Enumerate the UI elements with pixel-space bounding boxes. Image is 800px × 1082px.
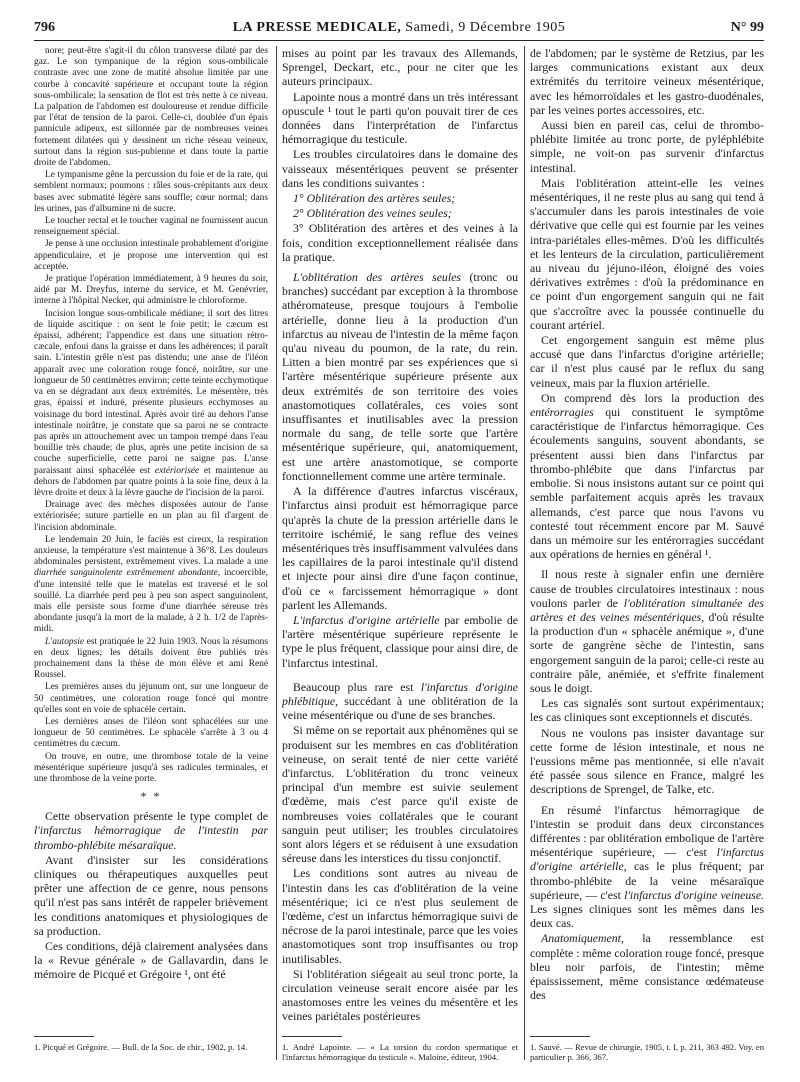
footnote-rule — [530, 1036, 590, 1037]
column-3 — [530, 46, 765, 1063]
paragraph: Lapointe nous a montré dans un très intéressant opuscule ¹ tout le parti qu'on pouvait tirer de ces données dans l'interprétation de l'infarctus hémorragique du testicule. — [282, 89, 518, 147]
paragraph: Les cas signalés sont surtout expérimentaux; les cas cliniques sont exceptionnels et discutés. — [530, 696, 764, 725]
paragraph — [530, 567, 764, 695]
header-rule — [34, 40, 764, 41]
paragraph: mises au point par les travaux des Allemands, Sprengel, Deckart, etc., pour ne citer que les auteurs principaux. — [282, 46, 518, 89]
text-run: par embolie de l'artère mésentérique supérieure représente le type le plus fréquent, classique pour ainsi dire, de l'infarctus intestinal. — [282, 612, 518, 670]
issue-number: N° 99 — [730, 20, 764, 35]
column-2 — [282, 46, 519, 1063]
paragraph — [282, 613, 518, 670]
text-run: Le lendemain 20 Juin, le faciès est cireux, la respiration anxieuse, la température s'est maintenue à 36°8. Les douleurs abdominales persistent, extrêmement vives. La malade a une — [34, 534, 268, 568]
paragraph: Je pense à une occlusion intestinale probablement d'origine appendiculaire, et je propose une intervention qui est acceptée. — [34, 239, 268, 272]
footnote-rule — [34, 1036, 94, 1037]
text-run: Beaucoup plus rare est — [293, 679, 414, 694]
paragraph: Avant d'insister sur les considérations cliniques ou thérapeutiques auxquelles peut prêter une affection de ce genre, nous pensons qu'il n'est pas sans intérêt de rappeler brièvement les conditions anatomiques et physiologiques de sa production. — [34, 852, 268, 938]
paragraph: Les conditions sont autres au niveau de l'intestin dans les cas d'oblitération de la veine mésentérique; ici ce n'est plus seulement de l'œdème, c'est un infarctus hémorragique suivi de nécrose de la paroi intestinale, parce que les voies anastomotiques sont trop insuffisantes ou trop inutilisables. — [282, 866, 518, 966]
italic-text: l'infarctus d'origine veineuse. — [624, 887, 765, 902]
paragraph: Les troubles circulatoires dans le domaine des vaisseaux mésentériques peuvent se présenter dans les conditions suivantes : — [282, 147, 518, 190]
paragraph — [34, 535, 268, 636]
text-run: On comprend dès lors la production des — [541, 390, 764, 405]
paragraph: Les premières anses du jéjunum ont, sur une longueur de 50 centimètres, une coloration rouge foncé qui montre qu'elles sont en voie de sphacèle certain. — [34, 682, 268, 715]
paragraph: Aussi bien en pareil cas, celui de thrombo-phlébite limitée au tronc porte, de pyléphlébite simple, ne voit-on pas survenir d'infarctus intestinal. — [530, 118, 764, 175]
text-run: En résumé l'infarctus hémorragique de l'intestin se produit dans deux circonstances différentes : par oblitération embolique de l'artère mésentérique supérieure, — c'est — [530, 802, 764, 860]
paragraph: Les dernières anses de l'iléon sont sphacélées sur une longueur de 50 centimètres. Le sphacèle s'arrête à 3 ou 4 centimètres du cæcum. — [34, 716, 268, 750]
paragraph: de l'abdomen; par le système de Retzius, par les larges communications existant aux deux extrémités du territoire veineux mésentérique, avec les hémorroïdales et les gastro-duodénales, par les veines portes accessoires, etc. — [530, 46, 764, 117]
paragraph: A la différence d'autres infarctus viscéraux, l'infarctus ainsi produit est hémorragique parce qu'après la chute de la pression artérielle dans le territoire ischémié, le sang reflue des veines mésentériques très insuffisamment valvulées dans les capillaires de la paroi intestinale qu'il distend et injecte pour ainsi dire d'une façon continue, d'où ce « farcissement hémorragique » dont parlent les Allemands. — [282, 484, 518, 612]
text-run: Les signes cliniques sont les mêmes dans les deux cas. — [530, 901, 764, 931]
italic-text: L'infarctus d'origine artérielle — [293, 612, 440, 627]
paragraph: Cet engorgement sanguin est même plus accusé que dans l'infarctus d'origine artérielle; car il n'est plus causé par le reflux du sang veineux, mais par la fluxion artérielle. — [530, 333, 764, 390]
list-item: 3° Oblitération des artères et des veines à la fois, condition exceptionnellement réalisée dans la pratique. — [282, 221, 518, 264]
list-item — [282, 206, 518, 220]
text-run: Incision longue sous-ombilicale médiane; il sort des litres de liquide ascitique : on sent le foie petit; le cæcum est épaissi, adhérent; l'appendice est dans une situation rétro-cæcale, enfoui dans la graisse et dans les adhérences; il paraît sain. L'intestin grêle n'est pas distendu; une anse de l'iléon apparaît avec une coloration rouge foncé, noirâtre, sur une longueur de 50 centimètres environ; cette teinte ecchymotique va en se dégradant aux deux extrémités. Le mésentère, très gras, épaissi et induré, présente plusieurs ecchymoses au voisinage du bord intestinal. Après avoir tiré au dehors l'anse intestinale noirâtre, je constate que sa paroi ne se contracte pas après un attouchement avec un tampon trempé dans l'eau bouillie très chaude; de plus, après une petite incision de sa couche superficielle, cette paroi ne saigne pas. L'anse paraissant ainsi sphacélée est — [34, 308, 268, 476]
paragraph — [530, 931, 764, 1002]
paragraph — [34, 309, 268, 499]
italic-text: L'autopsie — [45, 636, 84, 647]
italic-text: l'oblitération simultanée des artères et des veines mésentériques, — [530, 595, 764, 624]
footnote: 1. Sauvé. — Revue de chirurgie, 1905, t. I, p. 211, 363 492. Voy. en particulier p. 366, 367. — [530, 1042, 764, 1063]
italic-text: entérorragies — [530, 405, 594, 420]
text-run: la ressemblance est complète : même coloration rouge foncé, presque bleu noir parfois, de l'intestin; même épaississement, même consistance œdémateuse des — [530, 931, 765, 1003]
paragraph: Le tympanisme gêne la percussion du foie et de la rate, qui semblent normaux; poumons : râles sous-crépitants aux deux bases avec submatité légère sans souffle; cœur normal; dans les urines, pas d'albumine ni de sucre. — [34, 170, 268, 214]
paragraph: nore; peut-être s'agit-il du côlon transverse dilaté par des gaz. Le son tympanique de la région sous-ombilicale contraste avec une zone de matité absolue limitée par une courbe à concavité supérieure et occupant toute la région sous-ombilicale; la sensation de flot est très nette à ce niveau. La palpation de l'abdomen est douloureuse et rendue difficile par l'état de tension de la paroi. Celle-ci, doublée d'un épais pannicule adipeux, est sillonnée par de nombreuses veines fortement dilatées qui y dessinent un riche réseau veineux, surtout dans la région sus-pubienne et dans toute la partie droite de l'abdomen. — [34, 46, 268, 169]
text-run: cas le plus fréquent; par thrombo-phlébite de la veine mésaraïque supérieure, — c'est — [530, 859, 764, 902]
list-item — [282, 191, 518, 205]
column-divider — [524, 46, 525, 1060]
issue-date: Samedi, 9 Décembre 1905 — [405, 20, 566, 35]
italic-text: extériorisée — [154, 465, 200, 476]
running-title — [34, 20, 764, 36]
paragraph — [34, 809, 268, 852]
text-run: d'où résulte la production d'un « sphacèle anémique », d'une sorte de gangrène sèche de l'intestin, sans engorgement sanguin de la paroi; celle-ci reste au contraire pâle, anémiée, et s'effrite finalement sous le doigt. — [530, 609, 764, 695]
italic-text: l'infarctus hémorragique de l'intestin par thrombo-phlébite mésaraïque. — [34, 823, 268, 852]
italic-text: 2° Oblitération des veines seules; — [293, 206, 452, 221]
paragraph — [530, 391, 764, 561]
paragraph — [34, 637, 268, 682]
column-1 — [34, 46, 269, 1052]
text-run: incoercible, d'une intensité telle que le matelas est traversé et le sol souillé. La diarrhée perd peu à peu son aspect sanguinolent, mais elle persiste sous forme d'une diarrhée séreuse très abondante jusqu'à la mort de la malade, à 2 h. 1/2 de l'après-midi. — [34, 568, 269, 635]
journal-title: LA PRESSE MEDICALE, — [232, 20, 402, 35]
paragraph — [530, 803, 764, 931]
text-run: (tronc ou branches) succédant par exception à la thrombose athéromateuse, presque toujours à l'embolie artérielle, donne lieu à la production d'un infarctus au niveau de l'intestin de la même façon qu'au niveau du poumon, de la rate, du rein. Litten a bien montré par ses expériences que si l'artère mésentérique supérieure présente aux deux extrémités de son territoire des voies anastomotiques collatérales, ces voies sont insuffisantes et inutilisables avec la pression normale du sang, de telle sorte que l'artère mésentérique supérieure, qui, anatomiquement, est une artère anastomotique, se comporte fonctionnellement comme une artère terminale. — [282, 270, 519, 483]
paragraph: Si même on se reportait aux phénomènes qui se produisent sur les membres en cas d'oblitération veineuse, on serait tenté de nier cette variété d'infarctus. L'oblitération du tronc veineux principal d'un membre est suivie seulement d'œdème, mais c'est parce qu'il existe de nombreuses voies collatérales que le courant sanguin peut utiliser; les troubles circulatoires sont alors légers et se réduisent à une exsudation séreuse dans les interstices du tissu conjonctif. — [282, 723, 518, 866]
page-header — [34, 16, 764, 38]
page-number: 796 — [34, 20, 55, 35]
text-run: est pratiquée le 22 Juin 1903. Nous la résumons en deux lignes; les détails doivent être publiés très prochainement dans la thèse de mon élève et ami René Roussel. — [34, 636, 268, 681]
paragraph: On trouve, en outre, une thrombose totale de la veine mésentérique supérieure jusqu'à ses radicules terminales, et une thrombose de la veine porte. — [34, 751, 268, 784]
footnote: 1. Picqué et Grégoire. — Bull. de la Soc. de chir., 1902, p. 14. — [34, 1042, 248, 1052]
italic-text: l'infarctus d'origine phlébitique, — [282, 679, 519, 708]
italic-text: 1° Oblitération des artères seules; — [293, 191, 456, 206]
text-run: Il nous reste à signaler enfin une dernière cause de troubles circulatoires intestinaux : nous voulons parler de — [530, 567, 764, 610]
italic-text: diarrhée sanguinolente extrêmement abondante, — [34, 568, 221, 579]
paragraph: Ces conditions, déjà clairement analysées dans la « Revue générale » de Gallavardin, dans le mémoire de Picqué et Grégoire ¹, ont été — [34, 939, 268, 982]
paragraph: Mais l'oblitération atteint-elle les veines mésentériques, il ne reste plus au sang qui tend à s'accumuler dans les parois intestinales de voie dérivative que celle qui est fournie par les veines intra-pariétales elles-mêmes. D'où les difficultés et les lenteurs de la circulation, particulièrement au niveau du jéjuno-iléon, éloigné des voies dérivatives extrêmes : d'où la prédominance en ce point d'un engorgement sanguin qui ne fait que s'accroître avec la poussée continuelle du courant artériel. — [530, 175, 764, 332]
paragraph: Je pratique l'opération immédiatement, à 9 heures du soir, aidé par M. Dreyfus, interne du service, et M. Genévrier, interne à l'hôpital Necker, qui administre le chloroforme. — [34, 274, 268, 307]
italic-text: L'oblitération des artères seules — [293, 270, 461, 285]
paragraph: Nous ne voulons pas insister davantage sur cette forme de lésion intestinale, et nous ne l'eussions même pas mentionnée, si elle n'avait été passée sous silence en France, malgré les descriptions de Sprengel, de Talke, etc. — [530, 725, 764, 797]
text-run: et maintenue au dehors de l'abdomen par quatre points à la soie fine, deux à la lèvre droite et deux à la lèvre gauche de l'incision de la paroi. — [34, 465, 269, 498]
section-separator: * * — [140, 789, 162, 804]
paragraph — [282, 680, 518, 723]
paragraph — [282, 270, 518, 483]
footnote-rule — [282, 1036, 342, 1037]
column-divider — [276, 46, 277, 1060]
italic-text: Anatomiquement, — [541, 931, 624, 946]
text-run: succédant à une oblitération de la veine mésentérique ou d'une de ses branches. — [282, 693, 518, 723]
italic-text: l'infarctus d'origine artérielle, — [530, 845, 764, 874]
paragraph: Le toucher rectal et le toucher vaginal ne fournissent aucun renseignement spécial. — [34, 216, 268, 238]
text-run: qui constituent le symptôme caractéristique de l'infarctus hémorragique. Ces écoulements sanguins, souvent abondants, se présentent aussi bien dans l'infarctus par thrombo-phlébite que dans l'infarctus par embolie. Si nous insistons autant sur ce point qui semble parfaitement acquis après les travaux allemands, c'est parce que nous l'avons vu contesté tout récemment encore par M. Sauvé dans un mémoire sur les entérorragies succédant aux opérations de hernies en général ¹. — [530, 405, 764, 562]
paragraph: Drainage avec des mèches disposées autour de l'anse extériorisée; suture partielle en un plan au fil d'argent de l'incision abdominale. — [34, 500, 268, 533]
footnote: 1. André Lapointe. — « La torsion du cordon spermatique et l'infarctus hémorragique du testicule ». Maloine, éditeur, 1904. — [282, 1042, 518, 1063]
paragraph: Si l'oblitération siégeait au seul tronc porte, la circulation veineuse serait encore aisée par les anastomoses entre les veines du mésentère et les veines pariétales postérieures — [282, 966, 518, 1024]
text-run: Cette observation présente le type complet de — [45, 809, 268, 824]
